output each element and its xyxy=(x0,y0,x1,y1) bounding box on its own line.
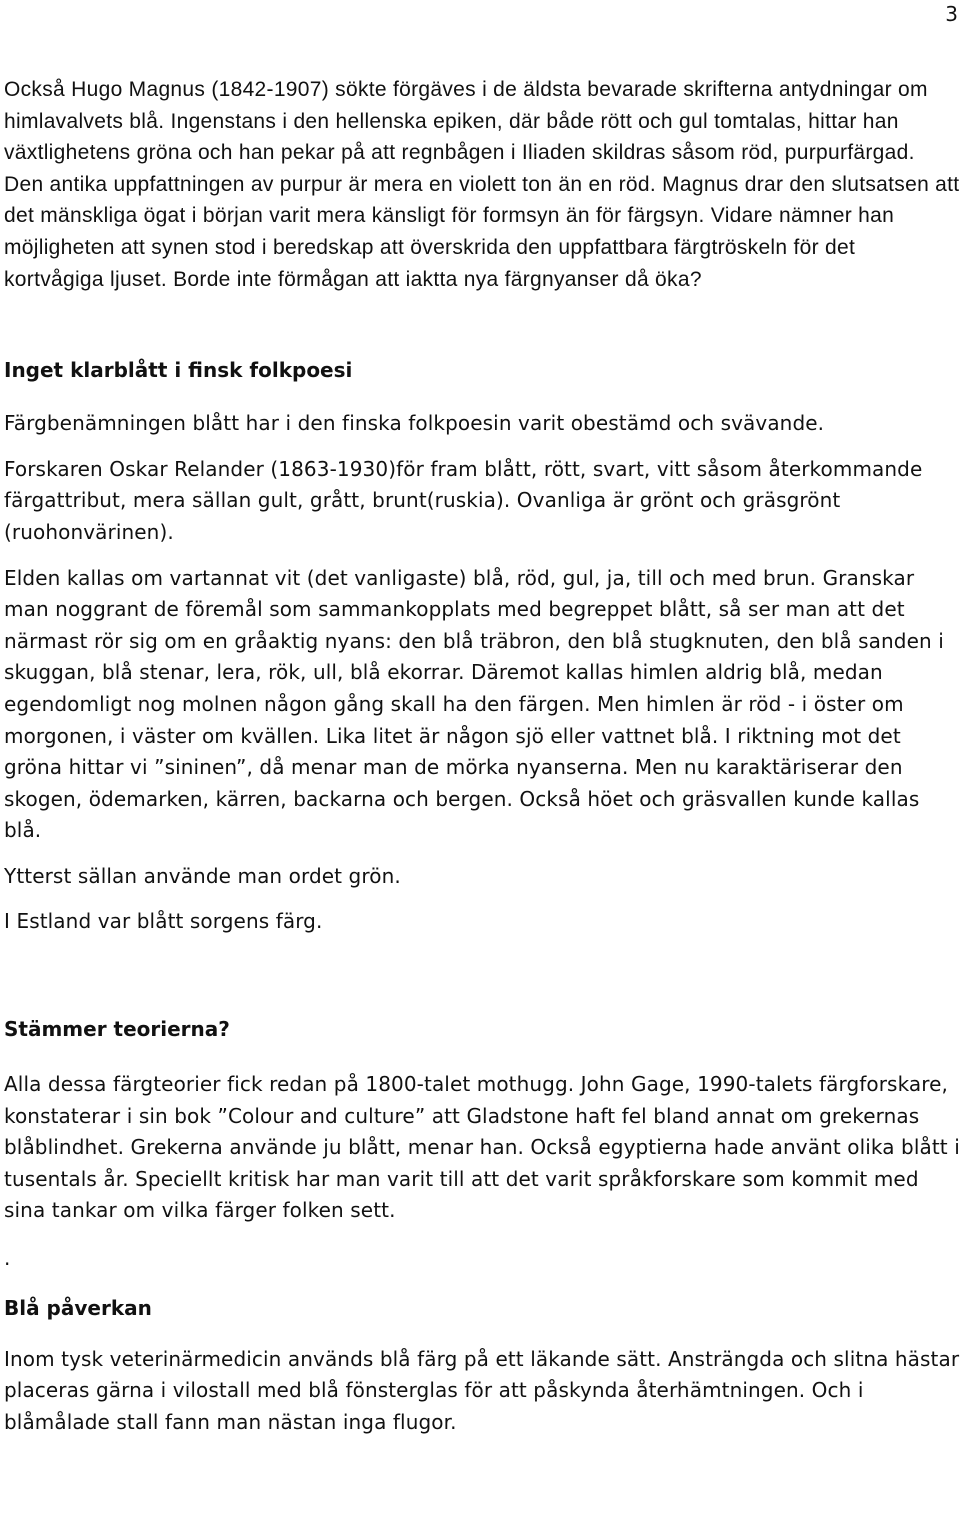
heading-theories: Stämmer teorierna? xyxy=(4,1017,230,1042)
intro-paragraph: Också Hugo Magnus (1842-1907) sökte förgäves i de äldsta bevarade skrifterna antydningar om himlavalvets blå. Ingenstans i den hellenska epiken, där både rött och gul tomtalas, hittar han växtlighetens gröna och han pekar på att regnbågen i Iliaden skildras såsom röd, purpurfärgad. Den antika uppfattningen av purpur är mera en violett ton än en röd. Magnus drar den slutsatsen att det mänskliga ögat i början varit mera känsligt för formsyn än för färgsyn. Vidare nämner han möjligheten att synen stod i beredskap att överskrida den uppfattbara färgtröskeln för det kortvågiga ljuset. Borde inte förmågan att iaktta nya färgnyanser då öka? xyxy=(4,78,960,291)
page-number: 3 xyxy=(945,2,958,26)
heading-blue-influence: Blå påverkan xyxy=(4,1295,152,1320)
finnish-paragraph-3: Elden kallas om vartannat vit (det vanligaste) blå, röd, gul, ja, till och med brun. Granskar man noggrant de föremål som sammankopplats med begreppet blått, så ser man att det närmast rör sig om en gråaktig nyans: den blå träbron, den blå stugknuten, den blå sanden i skuggan, blå stenar, lera, rök, ull, blå ekorrar. Däremot kallas himlen aldrig blå, medan egendomligt nog molnen någon gång skall ha den färgen. Men himlen är röd - i öster om morgonen, i väster om kvällen. Lika litet är någon sjö eller vattnet blå. I riktning mot det gröna hittar vi ”sininen”, då menar man de mörka nyanserna. Men nu karaktäriserar den skogen, ödemarken, kärren, backarna och bergen. Också höet och gräsvallen kunde kallas blå. xyxy=(4,565,944,843)
document-body xyxy=(4,74,960,1438)
finnish-paragraph-2: Forskaren Oskar Relander (1863-1930)för fram blått, rött, svart, vitt såsom återkommande färgattribut, mera sällan gult, grått, brunt(ruskia). Ovanliga är grönt och gräsgrönt (ruohonvärinen). xyxy=(4,456,923,544)
blue-influence-paragraph: Inom tysk veterinärmedicin används blå färg på ett läkande sätt. Ansträngda och slitna hästar placeras gärna i vilostall med blå fönsterglas för att påskynda återhämtningen. Och i blåmålade stall fann man nästan inga flugor. xyxy=(4,1346,960,1434)
stray-period: . xyxy=(4,1246,11,1271)
heading-finnish-folk-poetry: Inget klarblått i finsk folkpoesi xyxy=(4,358,353,383)
finnish-paragraph-5: I Estland var blått sorgens färg. xyxy=(4,909,323,934)
finnish-paragraph-1: Färgbenämningen blått har i den finska folkpoesin varit obestämd och svävande. xyxy=(4,411,825,436)
finnish-paragraph-4: Ytterst sällan använde man ordet grön. xyxy=(4,863,401,888)
theories-paragraph: Alla dessa färgteorier fick redan på 1800-talet mothugg. John Gage, 1990-talets färgforskare, konstaterar i sin bok ”Colour and culture” att Gladstone haft fel bland annat om grekernas blåblindhet. Grekerna använde ju blått, menar han. Också egyptierna hade använt olika blått i tusentals år. Speciellt kritisk har man varit till att det varit språkforskare som kommit med sina tankar om vilka färger folken sett. xyxy=(4,1072,960,1223)
